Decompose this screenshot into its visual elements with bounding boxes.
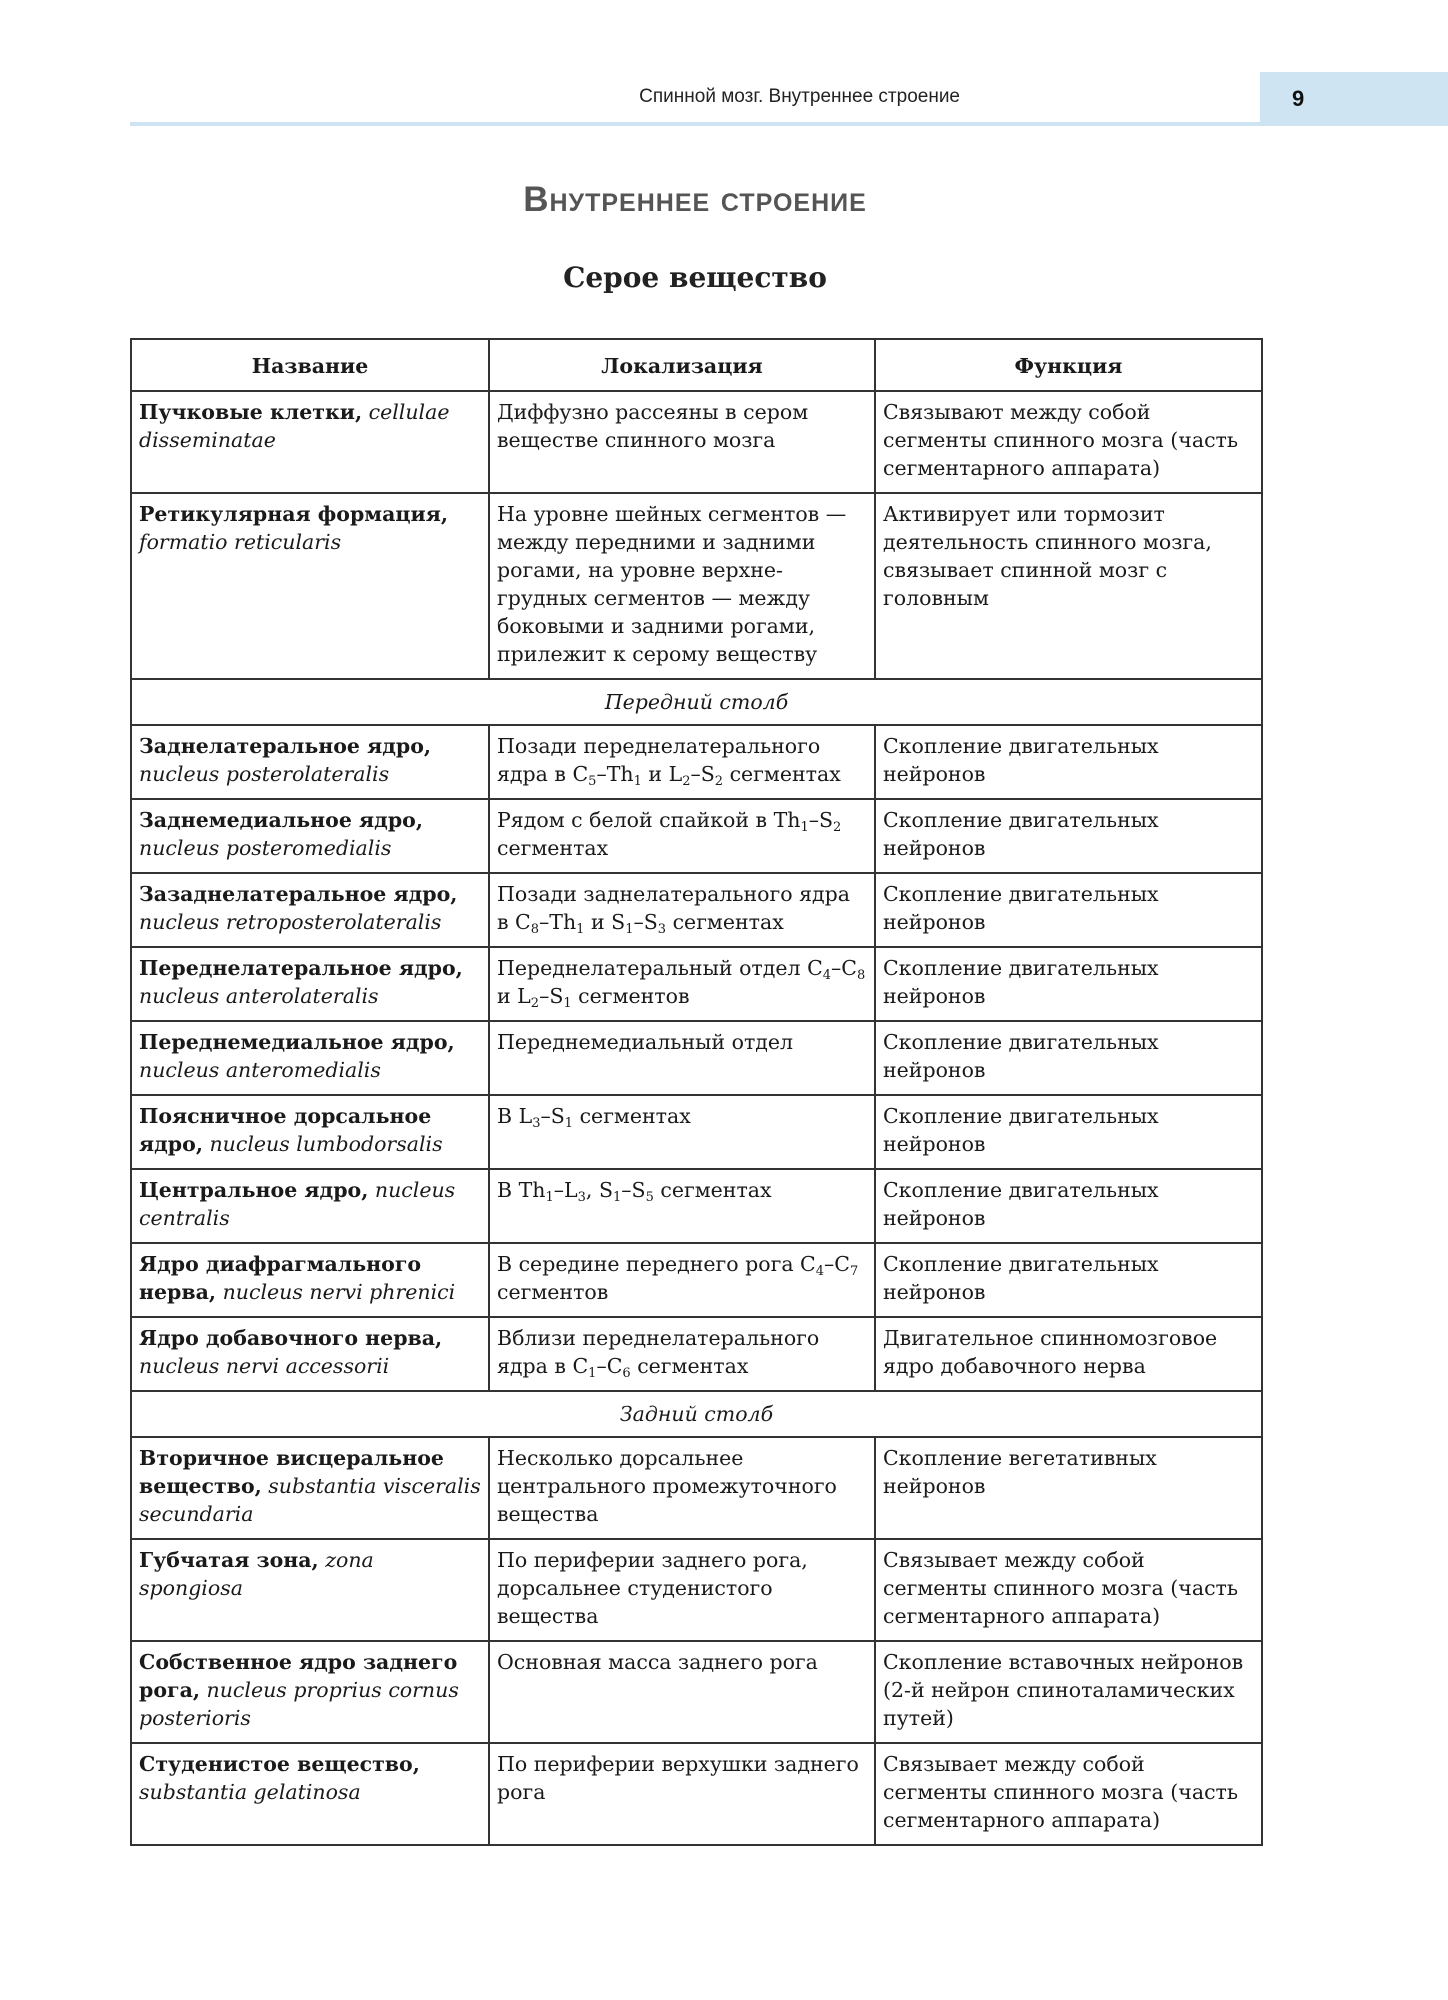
structure-name: Губчатая зона, — [139, 1548, 319, 1572]
cell-localization: Основная масса заднего рога — [489, 1641, 875, 1743]
table-row — [131, 1641, 1262, 1743]
table-header-row — [131, 339, 1262, 391]
structure-name: Студенистое вещество, — [139, 1752, 420, 1776]
cell-localization: Несколько дорсальнее центрального промежуточного вещества — [489, 1437, 875, 1539]
table-row — [131, 725, 1262, 799]
structure-name: Переднемедиальное ядро, — [139, 1030, 455, 1054]
cell-function: Скопление вставочных нейронов (2-й нейрон спиноталамических путей) — [875, 1641, 1262, 1743]
cell-localization: По периферии заднего рога, дорсальнее студенистого вещества — [489, 1539, 875, 1641]
table-row — [131, 391, 1262, 493]
structure-name: Вторичное висцеральное вещество, — [139, 1446, 444, 1498]
latin-name: nucleus posterolateralis — [139, 762, 390, 786]
latin-name: nucleus nervi accessorii — [139, 1354, 390, 1378]
cell-localization: В $Th_1-L_3$, $S_1-S_5$ сегментах — [489, 1169, 875, 1243]
cell-name — [131, 1169, 489, 1243]
header-rule — [130, 122, 1260, 126]
cell-localization: Позади заднелатерального ядра в $C_8-Th_1$ и $S_1-S_3$ сегментах — [489, 873, 875, 947]
cell-function: Активирует или тормозит деятельность спинного мозга, связывает спинной мозг с головным — [875, 493, 1262, 679]
cell-function: Скопление двигательных нейронов — [875, 1169, 1262, 1243]
cell-localization: По периферии верхушки заднего рога — [489, 1743, 875, 1845]
cell-function: Скопление двигательных нейронов — [875, 947, 1262, 1021]
cell-name — [131, 1317, 489, 1391]
structure-name: Центральное ядро, — [139, 1178, 369, 1202]
structure-name: Переднелатеральное ядро, — [139, 956, 463, 980]
cell-localization: На уровне шейных сегментов — между передними и задними рогами, на уровне верхне-грудных сегментов — между боковыми и задними рогами, прилежит к серому веществу — [489, 493, 875, 679]
table-row — [131, 799, 1262, 873]
section-title: Серое вещество — [563, 261, 827, 294]
latin-name: nucleus proprius cornus posterioris — [139, 1678, 459, 1730]
cell-function: Скопление двигательных нейронов — [875, 725, 1262, 799]
page-number: 9 — [1260, 72, 1448, 126]
cell-function: Скопление вегетативных нейронов — [875, 1437, 1262, 1539]
cell-name — [131, 1539, 489, 1641]
table-row — [131, 947, 1262, 1021]
table-row — [131, 493, 1262, 679]
latin-name: substantia visceralis secundaria — [139, 1474, 481, 1526]
gray-matter-table — [130, 338, 1263, 1846]
cell-name — [131, 725, 489, 799]
section-label: Задний столб — [131, 1391, 1262, 1437]
column-header-name: Название — [131, 339, 489, 391]
cell-name — [131, 799, 489, 873]
cell-function: Связывает между собой сегменты спинного мозга (часть сегментарного аппарата) — [875, 1539, 1262, 1641]
column-header-function: Функция — [875, 339, 1262, 391]
running-title — [130, 86, 1260, 108]
cell-localization: Позади переднелатерального ядра в $C_5-Th_1$ и $L_2-S_2$ сегментах — [489, 725, 875, 799]
structure-name: Ядро добавочного нерва, — [139, 1326, 443, 1350]
cell-function: Связывает между собой сегменты спинного мозга (часть сегментарного аппарата) — [875, 1743, 1262, 1845]
table-row — [131, 873, 1262, 947]
table-row — [131, 1317, 1262, 1391]
cell-function: Связывают между собой сегменты спинного мозга (часть сегментарного аппарата) — [875, 391, 1262, 493]
cell-name — [131, 1243, 489, 1317]
cell-name — [131, 1743, 489, 1845]
cell-name — [131, 873, 489, 947]
table-row — [131, 1243, 1262, 1317]
structure-name: Заднемедиальное ядро, — [139, 808, 423, 832]
cell-localization: Переднемедиальный отдел — [489, 1021, 875, 1095]
cell-function: Скопление двигательных нейронов — [875, 799, 1262, 873]
cell-name — [131, 1641, 489, 1743]
structure-name: Зазаднелатеральное ядро, — [139, 882, 458, 906]
section-label: Передний столб — [131, 679, 1262, 725]
cell-name — [131, 391, 489, 493]
cell-localization: Рядом с белой спайкой в $Th_1-S_2$ сегментах — [489, 799, 875, 873]
cell-name — [131, 1021, 489, 1095]
cell-name — [131, 1095, 489, 1169]
structure-name: Собственное ядро заднего рога, — [139, 1650, 458, 1702]
table-row — [131, 1169, 1262, 1243]
latin-name: nucleus anteromedialis — [139, 1058, 381, 1082]
latin-name: nucleus anterolateralis — [139, 984, 379, 1008]
latin-name: formatio reticularis — [139, 530, 342, 554]
latin-name: zona spongiosa — [139, 1548, 374, 1600]
cell-name — [131, 947, 489, 1021]
latin-name: nucleus centralis — [139, 1178, 456, 1230]
latin-name: nucleus posteromedialis — [139, 836, 392, 860]
table-row — [131, 1743, 1262, 1845]
latin-name: nucleus retroposterolateralis — [139, 910, 442, 934]
table-row — [131, 1095, 1262, 1169]
structure-name: Пучковые клетки, — [139, 400, 363, 424]
latin-name: substantia gelatinosa — [139, 1780, 361, 1804]
cell-function: Скопление двигательных нейронов — [875, 1021, 1262, 1095]
cell-localization: Переднелатеральный отдел $C_4-C_8$ и $L_2-S_1$ сегментов — [489, 947, 875, 1021]
cell-localization: В середине переднего рога $C_4-C_7$ сегментов — [489, 1243, 875, 1317]
latin-name: cellulae disseminatae — [139, 400, 450, 452]
latin-name: nucleus lumbodorsalis — [202, 1132, 443, 1156]
table-row — [131, 1539, 1262, 1641]
structure-name: Поясничное дорсальное ядро, — [139, 1104, 432, 1156]
cell-function: Скопление двигательных нейронов — [875, 1095, 1262, 1169]
structure-name: Ядро диафрагмального нерва, — [139, 1252, 422, 1304]
structure-name: Заднелатеральное ядро, — [139, 734, 432, 758]
cell-localization: В $L_3-S_1$ сегментах — [489, 1095, 875, 1169]
cell-name — [131, 493, 489, 679]
chapter-title: Внутреннее строение — [523, 180, 867, 219]
running-title-text: Спинной мозг. Внутреннее строение — [639, 86, 960, 107]
table-row — [131, 1437, 1262, 1539]
cell-function: Скопление двигательных нейронов — [875, 873, 1262, 947]
cell-name — [131, 1437, 489, 1539]
table-section-row — [131, 679, 1262, 725]
column-header-localization: Локализация — [489, 339, 875, 391]
table-section-row — [131, 1391, 1262, 1437]
cell-function: Двигательное спинномозговое ядро добавочного нерва — [875, 1317, 1262, 1391]
cell-localization: Диффузно рассеяны в сером веществе спинного мозга — [489, 391, 875, 493]
cell-localization: Вблизи переднелатерального ядра в $C_1-C_6$ сегментах — [489, 1317, 875, 1391]
table-row — [131, 1021, 1262, 1095]
structure-name: Ретикулярная формация, — [139, 502, 449, 526]
table-body — [131, 391, 1262, 1845]
latin-name: nucleus nervi phrenici — [216, 1280, 456, 1304]
cell-function: Скопление двигательных нейронов — [875, 1243, 1262, 1317]
